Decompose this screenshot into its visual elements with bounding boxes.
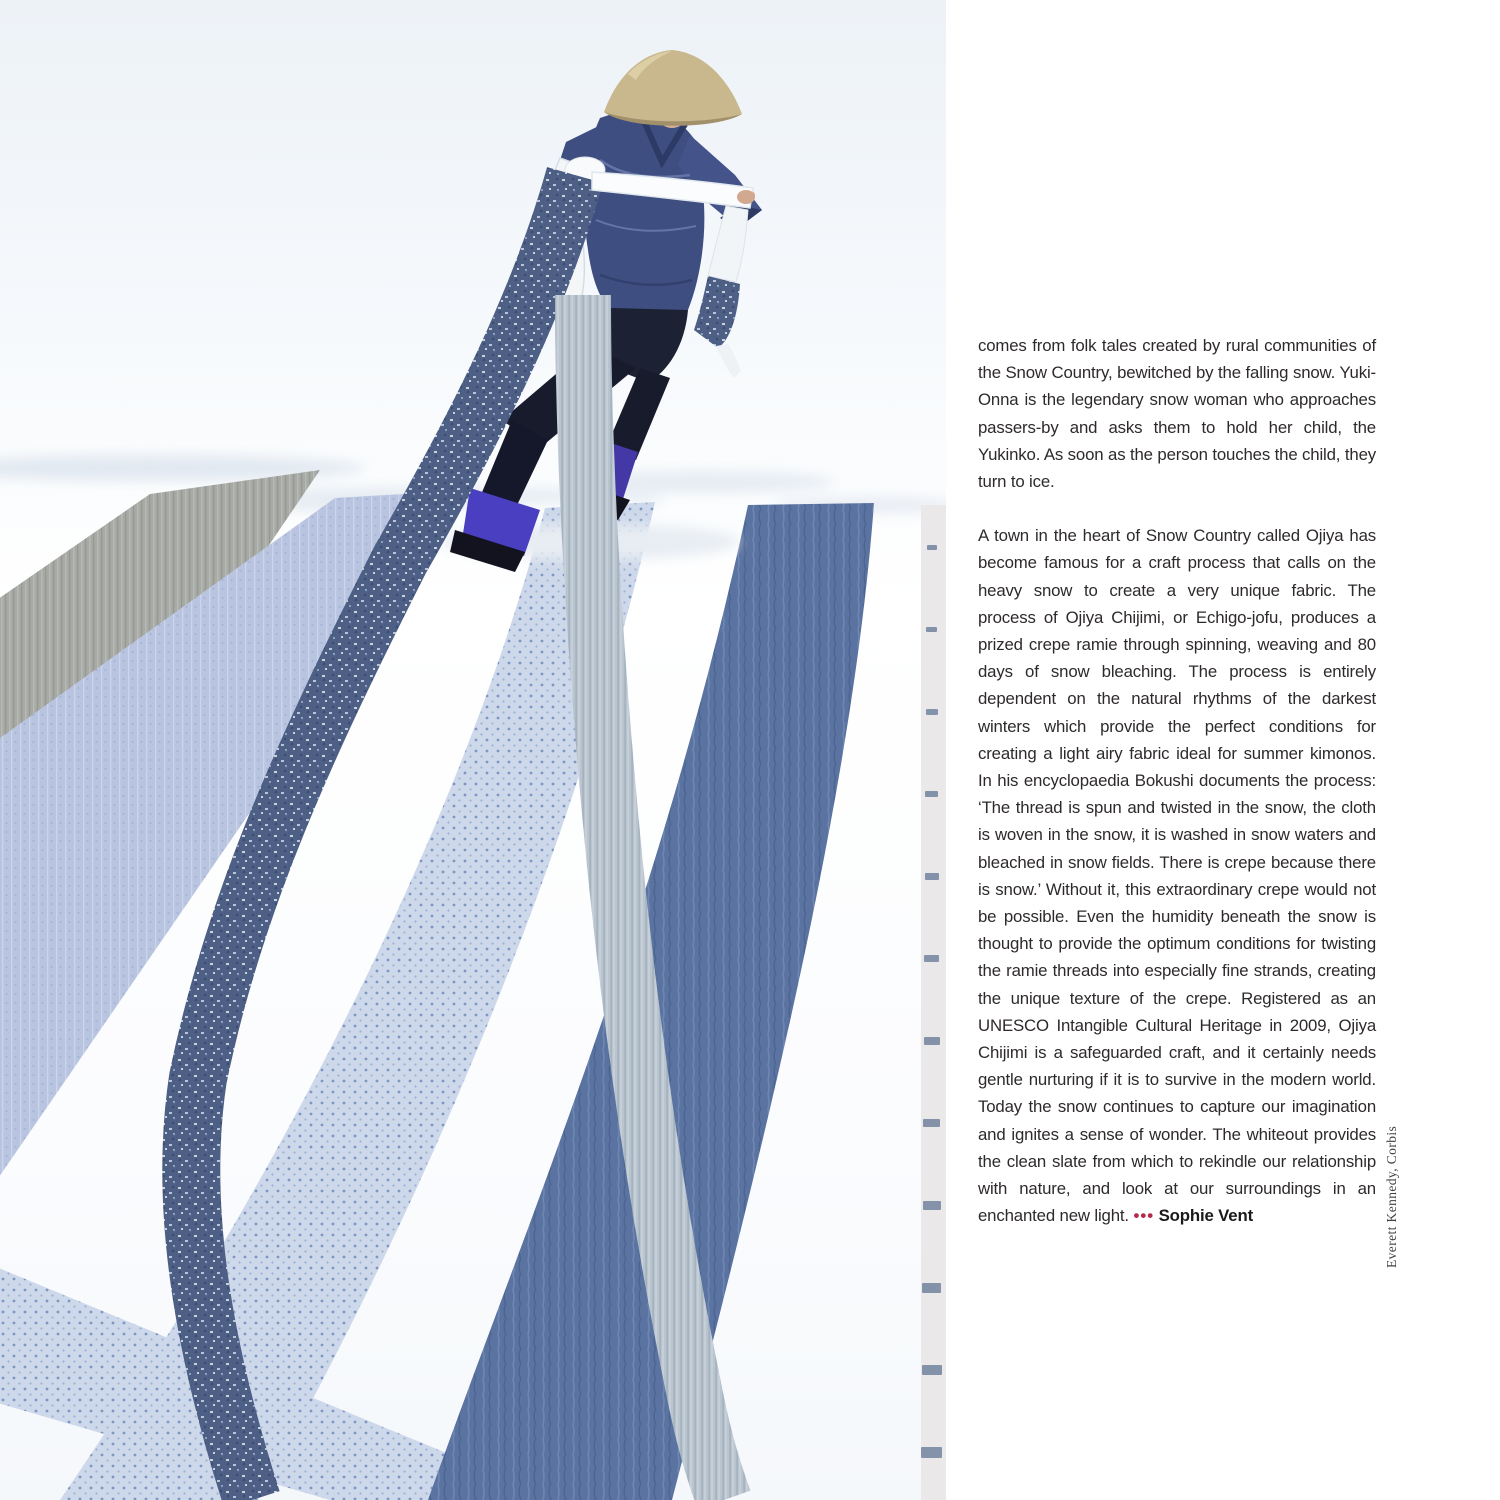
photo-credit: Everett Kennedy, Corbis [1384,1125,1399,1268]
fabric-selvage-edge [921,505,946,1500]
article-column [978,332,1376,1230]
paragraph-2 [978,522,1376,1229]
author-name: Sophie Vent [1158,1206,1254,1226]
right-hand-over [737,190,755,204]
paragraph-1: comes from folk tales created by rural communities of the Snow Country, bewitched by the falling snow. Yuki-Onna is the legendary snow woman who approaches passers-by and asks them to hold her child, the Yukinko. As soon as the person touches the child, they turn to ice. [978,336,1376,492]
section-divider-dots: ••• [1133,1206,1155,1226]
paragraph-2-text: A town in the heart of Snow Country called Ojiya has become famous for a craft process that calls on the heavy snow to create a very unique fabric. The process of Ojiya Chijimi, or Echigo-jofu, produces a prized crepe ramie through spinning, weaving and 80 days of snow bleaching. The process is entirely dependent on the natural rhythms of the darkest winters which provide the perfect conditions for creating a light airy fabric ideal for summer kimonos. In his encyclopaedia Bokushi documents the process: ‘The thread is spun and twisted in the snow, the cloth is woven in the snow, it is washed in snow waters and bleached in snow fields. There is crepe because there is snow.’ Without it, this extraordinary crepe would not be possible. Even the humidity beneath the snow is thought to provide the optimum conditions for twisting the ramie threads into especially fine strands, creating the unique texture of the crepe. Registered as an UNESCO Intangible Cultural Heritage in 2009, Ojiya Chijimi is a safeguarded craft, and it certainly needs gentle nurturing if it is to survive in the modern world. Today the snow continues to capture our imagination and ignites a sense of wonder. The whiteout provides the clean slate from which to rekindle our relationship with nature, and look at our surroundings in an enchanted new light. [978,526,1376,1226]
